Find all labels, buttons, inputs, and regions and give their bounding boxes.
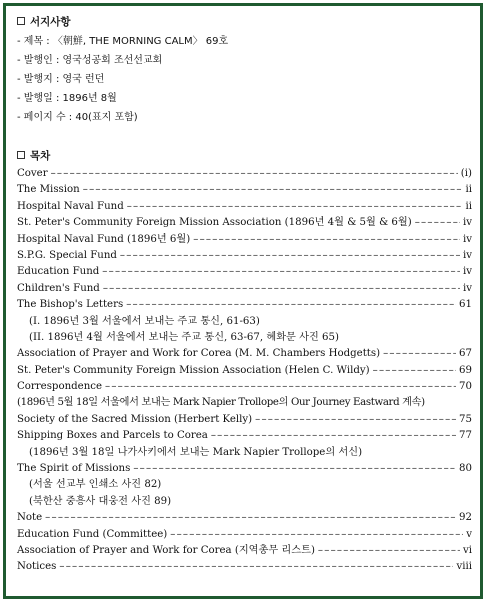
toc-dash-leader [255,412,456,428]
toc-subentry: (1896년 3월 18일 나가사키에서 보내는 Mark Napier Trollope의 서신) [29,446,363,458]
toc-entry-page: 80 [459,463,472,475]
toc-entry-title: Association of Prayer and Work for Corea (M. M. Chambers Hodgetts) [17,348,381,360]
toc-entry [17,346,472,362]
toc-entry [17,297,472,313]
toc-entry [17,232,472,248]
toc-entry-page: ii [465,184,472,196]
checkbox-square-icon [17,151,25,159]
toc-dash-leader [373,363,456,379]
toc-dash-leader [126,297,456,313]
toc-entry-page: iv [462,266,472,278]
toc-entry-title: Children's Fund [17,282,100,294]
toc-subentry: (북한산 중흥사 대웅전 사진 89) [29,495,172,507]
bibliography-heading-text: 서지사항 [30,15,71,28]
toc-entry [17,281,472,297]
toc-entry [17,264,472,280]
toc-dash-leader [102,264,460,280]
toc-entry-page: 70 [459,381,472,393]
toc-entry [17,510,472,526]
toc-entry-title: Notices [17,561,57,573]
toc-entry-page: 69 [459,364,472,376]
toc-entry [17,182,472,198]
toc-entry-page: 77 [459,430,472,442]
toc-entry-page: 92 [459,512,472,524]
toc-heading-text: 목차 [30,149,51,162]
toc-dash-leader [211,428,456,444]
toc-entry-page: 67 [459,348,472,360]
toc-entry [17,248,472,264]
toc-entry [17,412,472,428]
bib-place-line: - 발행지 : 영국 런던 [17,74,105,85]
toc-dash-leader [51,166,458,182]
toc-dash-leader [415,215,460,231]
toc-subentry: (II. 1896년 4월 서울에서 보내는 주교 통신, 63-67, 혜화문 사진 65) [29,331,339,343]
toc-entry-page: iv [462,217,472,229]
toc-entry-title: S.P.G. Special Fund [17,249,117,261]
toc-entry-page: 61 [459,299,472,311]
toc-dash-leader [103,281,460,297]
toc-entry-title: The Bishop's Letters [17,299,124,311]
bibliography-heading [17,13,472,29]
toc-entry [17,379,472,395]
toc-entry-title: Correspondence [17,381,102,393]
toc-entry [17,199,472,215]
toc-dash-leader [127,199,463,215]
toc-entry [17,527,472,543]
toc-entry-page: viii [456,561,472,573]
toc-entry [17,559,472,575]
toc-entry-title: Cover [17,167,48,179]
toc-subentry: (서울 선교부 인쇄소 사진 82) [29,479,162,491]
toc-entry-title: Note [17,512,43,524]
toc-dash-leader [170,527,463,543]
bib-title-line: - 제목 : 〈朝鮮, THE MORNING CALM〉 69호 [17,36,229,47]
toc-entry-page: iv [462,233,472,245]
toc-entry [17,363,472,379]
toc-entry-page: (i) [460,167,472,179]
toc-dash-leader [318,543,460,559]
document-content [17,13,472,576]
checkbox-square-icon [17,17,25,25]
toc-subentry: (I. 1896년 3월 서울에서 보내는 주교 통신, 61-63) [29,315,260,327]
toc-entry [17,461,472,477]
toc-entry-title: Education Fund [17,266,100,278]
toc-entry [17,543,472,559]
toc-entry-page: iv [462,249,472,261]
toc-entry-title: Education Fund (Committee) [17,528,168,540]
toc-entry-title: St. Peter's Community Foreign Mission Association (Helen C. Wildy) [17,364,370,376]
toc-entry-title: Shipping Boxes and Parcels to Corea [17,430,208,442]
toc-dash-leader [120,248,460,264]
toc-entry-title: The Spirit of Missions [17,463,131,475]
toc-entry-title: Hospital Naval Fund [17,200,124,212]
toc-dash-leader [83,182,463,198]
toc-dash-leader [45,510,456,526]
table-of-contents [17,166,472,576]
toc-dash-leader [59,559,453,575]
document-frame [3,3,483,599]
toc-note: (1896년 5월 18일 서울에서 보내는 Mark Napier Trollope의 Our Journey Eastward 계속) [17,397,425,409]
toc-entry-page: iv [462,282,472,294]
toc-entry-title: Society of the Sacred Mission (Herbert Kelly) [17,413,253,425]
toc-entry-title: The Mission [17,184,80,196]
toc-entry [17,428,472,444]
toc-dash-leader [133,461,456,477]
toc-entry-page: vi [462,544,472,556]
toc-entry-page: ii [465,200,472,212]
bib-date-line: - 발행일 : 1896년 8월 [17,93,117,104]
bib-publisher-line: - 발행인 : 영국성공회 조선선교회 [17,55,163,66]
toc-heading [17,147,472,163]
toc-dash-leader [193,232,460,248]
bib-pages-line: - 페이지 수 : 40(표지 포함) [17,112,138,123]
toc-entry [17,166,472,182]
toc-entry-page: 75 [459,413,472,425]
toc-entry [17,215,472,231]
toc-entry-title: St. Peter's Community Foreign Mission Association (1896년 4월 & 5월 & 6월) [17,217,412,229]
toc-entry-title: Hospital Naval Fund (1896년 6월) [17,233,191,245]
toc-dash-leader [383,346,456,362]
toc-entry-page: v [466,528,472,540]
toc-entry-title: Association of Prayer and Work for Corea (지역총무 리스트) [17,544,315,556]
toc-dash-leader [105,379,456,395]
